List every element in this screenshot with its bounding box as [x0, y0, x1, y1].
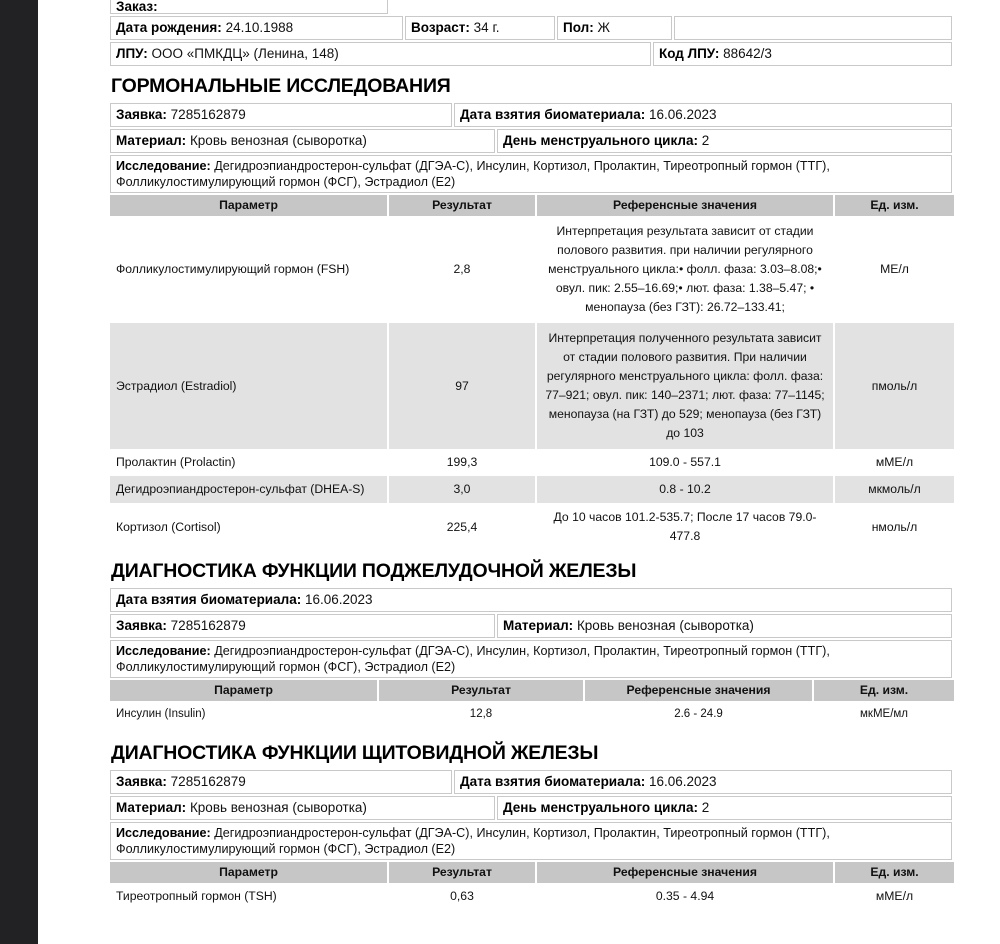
thyroid-results-table: [108, 862, 956, 910]
col-header-param: Параметр: [110, 862, 387, 883]
document-content: [110, 0, 952, 910]
col-header-unit: Ед. изм.: [814, 680, 954, 701]
row-param: Кортизол (Cortisol): [116, 519, 221, 534]
section-title-thyroid: ДИАГНОСТИКА ФУНКЦИИ ЩИТОВИДНОЙ ЖЕЛЕЗЫ: [111, 742, 599, 764]
section-pancreas: [110, 560, 952, 728]
request-value: 7285162879: [170, 618, 246, 633]
pancreas-request-cell: [110, 614, 495, 638]
row-unit: мкМЕ/мл: [860, 708, 908, 720]
page-left-gutter: [0, 0, 38, 944]
sampling-date-value: 16.06.2023: [304, 592, 373, 607]
age-label: Возраст:: [411, 20, 470, 35]
sex-value: Ж: [597, 20, 610, 35]
age-cell: [405, 16, 555, 40]
col-header-param: Параметр: [110, 680, 377, 701]
row-param: Инсулин (Insulin): [116, 708, 206, 720]
thyroid-material-cell: [110, 796, 495, 820]
pancreas-material-cell: [497, 614, 952, 638]
table-header-row: [110, 195, 954, 216]
clinic-code-cell: [653, 42, 952, 66]
study-value: Дегидроэпиандростерон-сульфат (ДГЭА-С), Инсулин, Кортизол, Пролактин, Тиреотропный гормон (ТТГ), Фолликулостимулирующий гормон (ФСГ), Эстрадиол (E2): [116, 644, 830, 674]
row-unit: пмоль/л: [835, 323, 954, 449]
row-ref: Интерпретация полученного результата зависит от стадии полового развития. При наличии регулярного менструального цикла: фолл. фаза: 77–921; овул. пик: 140–2371; лют. фаза: 77–1145; менопауза (на ГЗТ) до 529; менопауза (без ГЗТ) до 103: [537, 323, 833, 449]
row-unit: мкмоль/л: [835, 476, 954, 503]
pancreas-request-row: [110, 614, 952, 638]
sampling-date-label: Дата взятия биоматериала:: [460, 774, 646, 789]
row-result: 3,0: [389, 476, 535, 503]
pancreas-sampling-date-cell: [110, 588, 952, 612]
clinic-value: ООО «ПМКДЦ» (Ленина, 148): [151, 46, 339, 61]
order-label: Заказ:: [116, 0, 158, 14]
row-unit: мМЕ/л: [875, 889, 914, 903]
col-header-unit: Ед. изм.: [835, 862, 954, 883]
request-label: Заявка:: [116, 774, 167, 789]
order-cell: [110, 0, 388, 14]
thyroid-request-cell: [110, 770, 452, 794]
pancreas-study-row: [110, 640, 952, 678]
row-result: 225,4: [446, 519, 478, 534]
birth-date-label: Дата рождения:: [116, 20, 222, 35]
row-result: 12,8: [469, 708, 493, 720]
birth-age-sex-row: [110, 16, 952, 40]
clinic-code-label: Код ЛПУ:: [659, 46, 720, 61]
row-result: 0,63: [450, 889, 474, 903]
sampling-date-label: Дата взятия биоматериала:: [460, 107, 646, 122]
patient-header: [110, 0, 952, 66]
clinic-code-value: 88642/3: [723, 46, 772, 61]
thyroid-cycle-day-cell: [497, 796, 952, 820]
sampling-date-label: Дата взятия биоматериала:: [116, 592, 302, 607]
clinic-row: [110, 42, 952, 66]
study-label: Исследование:: [116, 826, 211, 840]
table-row: [110, 503, 954, 551]
pancreas-study-cell: [110, 640, 952, 678]
row-result: 97: [389, 323, 535, 449]
col-header-result: Результат: [389, 862, 535, 883]
study-label: Исследование:: [116, 644, 211, 658]
birth-date-cell: [110, 16, 403, 40]
row-unit: мМЕ/л: [875, 455, 914, 469]
material-label: Материал:: [116, 133, 187, 148]
hormones-request-cell: [110, 103, 452, 127]
pancreas-results-table: [108, 680, 956, 728]
col-header-unit: Ед. изм.: [835, 195, 954, 216]
document-sheet: [38, 0, 1000, 944]
thyroid-material-row: [110, 796, 952, 820]
table-row: [110, 476, 954, 503]
material-value: Кровь венозная (сыворотка): [189, 800, 367, 815]
row-unit: нмоль/л: [871, 519, 918, 534]
hormones-study-cell: [110, 155, 952, 193]
col-header-param: Параметр: [110, 195, 387, 216]
col-header-result: Результат: [389, 195, 535, 216]
table-header-row: [110, 680, 954, 701]
row-param: Пролактин (Prolactin): [116, 455, 236, 469]
thyroid-study-cell: [110, 822, 952, 860]
hormones-material-cell: [110, 129, 495, 153]
table-row: [110, 449, 954, 476]
age-value: 34 г.: [473, 20, 500, 35]
study-value: Дегидроэпиандростерон-сульфат (ДГЭА-С), Инсулин, Кортизол, Пролактин, Тиреотропный гормон (ТТГ), Фолликулостимулирующий гормон (ФСГ), Эстрадиол (E2): [116, 826, 830, 856]
row-ref: 2.6 - 24.9: [674, 708, 723, 720]
hormones-study-row: [110, 155, 952, 193]
request-label: Заявка:: [116, 618, 167, 633]
row-result: 199,3: [446, 455, 478, 469]
table-row: [110, 701, 954, 728]
row-param: Фолликулостимулирующий гормон (FSH): [116, 262, 350, 276]
section-thyroid: [110, 742, 952, 910]
thyroid-study-row: [110, 822, 952, 860]
sex-cell: [557, 16, 672, 40]
material-value: Кровь венозная (сыворотка): [576, 618, 754, 633]
row-ref: До 10 часов 101.2-535.7; После 17 часов 79.0-477.8: [553, 510, 817, 543]
col-header-result: Результат: [379, 680, 583, 701]
row-ref: 0.35 - 4.94: [655, 889, 715, 903]
header-empty-cell: [674, 16, 952, 40]
sex-label: Пол:: [563, 20, 594, 35]
hormones-sampling-date-cell: [454, 103, 952, 127]
row-result: 2,8: [453, 262, 471, 276]
thyroid-sampling-date-cell: [454, 770, 952, 794]
material-label: Материал:: [116, 800, 187, 815]
row-ref: 0.8 - 10.2: [537, 476, 833, 503]
hormones-request-row: [110, 103, 952, 127]
clinic-cell: [110, 42, 651, 66]
material-label: Материал:: [503, 618, 574, 633]
row-unit: МЕ/л: [880, 262, 909, 276]
material-value: Кровь венозная (сыворотка): [189, 133, 367, 148]
row-ref: 109.0 - 557.1: [649, 455, 721, 469]
sampling-date-value: 16.06.2023: [648, 107, 717, 122]
section-hormones: [110, 75, 952, 551]
cycle-day-value: 2: [701, 800, 710, 815]
hormones-material-row: [110, 129, 952, 153]
hormones-results-table: [108, 195, 956, 551]
clinic-label: ЛПУ:: [116, 46, 148, 61]
row-param: Тиреотропный гормон (TSH): [116, 889, 277, 903]
pancreas-sampling-date-row: [110, 588, 952, 612]
table-row: [110, 323, 954, 449]
table-header-row: [110, 862, 954, 883]
request-value: 7285162879: [170, 774, 246, 789]
row-param: Дегидроэпиандростерон-сульфат (DHEA-S): [110, 476, 387, 503]
order-row: [110, 0, 952, 14]
col-header-ref: Референсные значения: [537, 195, 833, 216]
sampling-date-value: 16.06.2023: [648, 774, 717, 789]
row-ref: Интерпретация результата зависит от стадии полового развития. при наличии регулярного менструального цикла:• фолл. фаза: 3.03–8.08;• овул. пик: 2.55–16.69;• лют. фаза: 1.38–5.47; • менопауза (без ГЗТ): 26.72–133.41;: [548, 224, 822, 314]
request-label: Заявка:: [116, 107, 167, 122]
study-label: Исследование:: [116, 159, 211, 173]
table-row: [110, 883, 954, 910]
table-row: [110, 216, 954, 323]
section-title-hormones: ГОРМОНАЛЬНЫЕ ИССЛЕДОВАНИЯ: [111, 75, 451, 97]
hormones-cycle-day-cell: [497, 129, 952, 153]
section-title-pancreas: ДИАГНОСТИКА ФУНКЦИИ ПОДЖЕЛУДОЧНОЙ ЖЕЛЕЗЫ: [111, 560, 637, 582]
col-header-ref: Референсные значения: [585, 680, 812, 701]
request-value: 7285162879: [170, 107, 246, 122]
cycle-day-label: День менструального цикла:: [503, 800, 698, 815]
cycle-day-label: День менструального цикла:: [503, 133, 698, 148]
row-param: Эстрадиол (Estradiol): [110, 323, 387, 449]
col-header-ref: Референсные значения: [537, 862, 833, 883]
study-value: Дегидроэпиандростерон-сульфат (ДГЭА-С), Инсулин, Кортизол, Пролактин, Тиреотропный гормон (ТТГ), Фолликулостимулирующий гормон (ФСГ), Эстрадиол (E2): [116, 159, 830, 189]
birth-date-value: 24.10.1988: [225, 20, 294, 35]
thyroid-request-row: [110, 770, 952, 794]
cycle-day-value: 2: [701, 133, 710, 148]
